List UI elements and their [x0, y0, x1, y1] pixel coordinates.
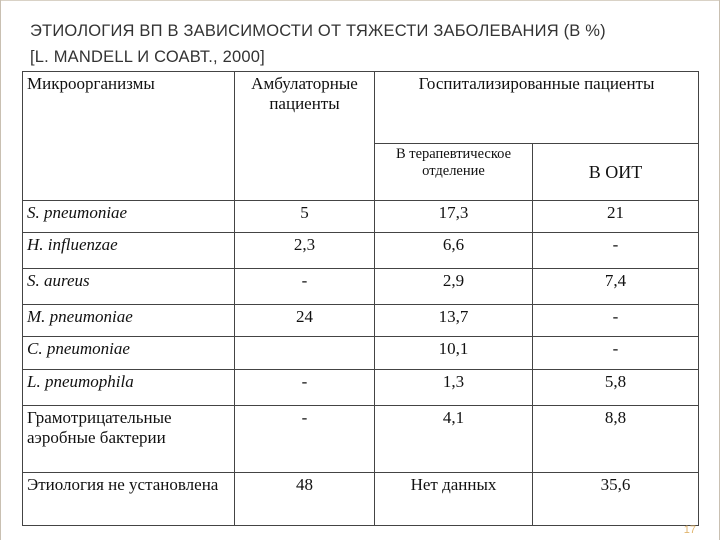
table-row	[23, 406, 699, 473]
row-icu: 21	[533, 201, 699, 233]
row-name: H. influenzae	[23, 233, 235, 269]
title-line-2: [L. MANDELL И СОАВТ., 2000]	[30, 48, 265, 66]
table-row	[23, 337, 699, 370]
row-name: M. pneumoniae	[23, 305, 235, 337]
row-outpatient: 5	[235, 201, 375, 233]
table-row	[23, 473, 699, 526]
row-name: L. pneumophila	[23, 370, 235, 406]
row-name: S. aureus	[23, 269, 235, 305]
row-ward: 13,7	[375, 305, 533, 337]
row-ward: Нет данных	[375, 473, 533, 526]
table-row	[23, 305, 699, 337]
slide-left-border	[0, 0, 1, 540]
table-row	[23, 201, 699, 233]
header-therapy-ward: В терапевтическое отделение	[375, 144, 533, 201]
row-name: Этиология не установлена	[23, 473, 235, 526]
header-row	[23, 72, 699, 144]
row-icu: 8,8	[533, 406, 699, 473]
row-outpatient: 48	[235, 473, 375, 526]
header-icu: В ОИТ	[533, 144, 699, 201]
header-outpatients: Амбулаторные пациенты	[235, 72, 375, 201]
slide-top-border	[0, 0, 720, 1]
table-row	[23, 269, 699, 305]
slide-title	[30, 18, 700, 70]
row-name: Грамотрицательные аэробные бактерии	[23, 406, 235, 473]
row-icu: 7,4	[533, 269, 699, 305]
row-name: S. pneumoniae	[23, 201, 235, 233]
row-ward: 2,9	[375, 269, 533, 305]
table-row	[23, 233, 699, 269]
row-icu: -	[533, 337, 699, 370]
row-icu: 35,6	[533, 473, 699, 526]
title-line-1: ЭТИОЛОГИЯ ВП В ЗАВИСИМОСТИ ОТ ТЯЖЕСТИ ЗАБОЛЕВАНИЯ (В %)	[30, 22, 606, 40]
row-name: C. pneumoniae	[23, 337, 235, 370]
row-ward: 10,1	[375, 337, 533, 370]
row-outpatient: 24	[235, 305, 375, 337]
etiology-table	[22, 71, 699, 526]
row-outpatient: -	[235, 406, 375, 473]
table-row	[23, 370, 699, 406]
row-outpatient: -	[235, 370, 375, 406]
row-outpatient: -	[235, 269, 375, 305]
row-icu: 5,8	[533, 370, 699, 406]
row-outpatient	[235, 337, 375, 370]
header-hospitalized: Госпитализированные пациенты	[375, 72, 699, 144]
header-microorganisms: Микроорганизмы	[23, 72, 235, 201]
row-icu: -	[533, 233, 699, 269]
row-ward: 17,3	[375, 201, 533, 233]
row-icu: -	[533, 305, 699, 337]
row-ward: 6,6	[375, 233, 533, 269]
row-ward: 1,3	[375, 370, 533, 406]
page-number: 17	[683, 524, 696, 536]
row-outpatient: 2,3	[235, 233, 375, 269]
row-ward: 4,1	[375, 406, 533, 473]
